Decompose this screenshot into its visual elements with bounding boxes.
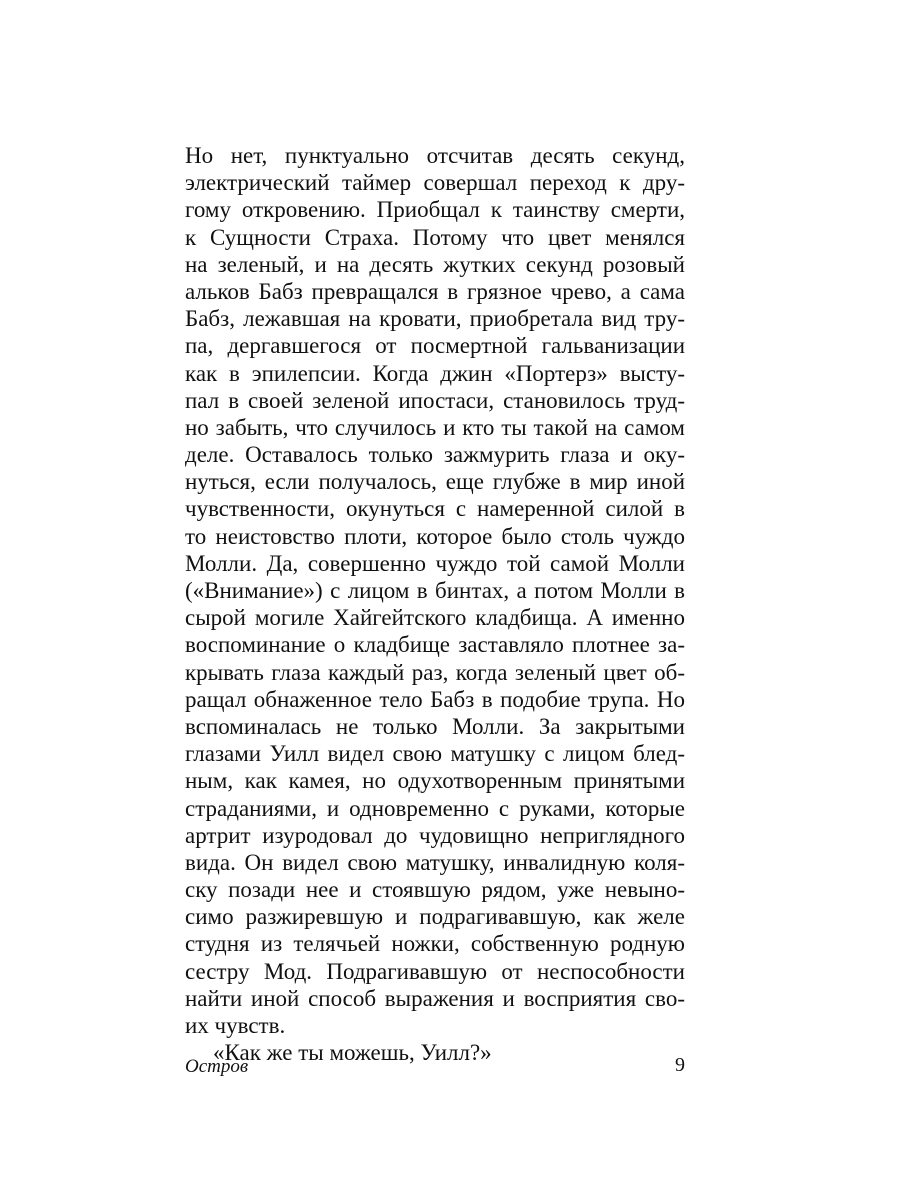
text-line: вида. Он видел свою матушку, инвалидную коля- [185, 849, 685, 875]
text-line: электрический таймер совершал переход к дру- [185, 170, 685, 196]
text-line: Бабз, лежавшая на кровати, приобретала вид тру- [185, 306, 685, 332]
text-line: па, дергавшегося от посмертной гальванизации [185, 333, 685, 359]
text-line: крывать глаза каждый раз, когда зеленый цвет об- [185, 659, 685, 685]
text-line: ску позади нее и стоявшую рядом, уже невыно- [185, 877, 685, 903]
text-line: то неистовство плоти, которое было столь чуждо [185, 523, 685, 549]
page-number: 9 [675, 1054, 685, 1076]
text-line: сырой могиле Хайгейтского кладбища. А именно [185, 605, 685, 631]
text-line: Но нет, пунктуально отсчитав десять секунд, [185, 143, 685, 168]
body-text [185, 142, 685, 1066]
text-line: деле. Оставалось только зажмурить глаза и оку- [185, 442, 685, 468]
text-line: артрит изуродовал до чудовищно неприглядного [185, 822, 685, 848]
text-line: ращал обнаженное тело Бабз в подобие трупа. Но [185, 686, 685, 712]
text-line: пал в своей зеленой ипостаси, становилось труд- [185, 387, 685, 413]
text-line: к Сущности Страха. Потому что цвет менялся [185, 224, 685, 250]
text-line: чувственности, окунуться с намеренной силой в [185, 496, 685, 522]
paragraph-last-line: их чувств. [185, 1013, 286, 1038]
text-line: на зеленый, и на десять жутких секунд розовый [185, 251, 685, 277]
text-line: воспоминание о кладбище заставляло плотнее за- [185, 632, 685, 658]
text-line: симо разжиревшую и подрагивавшую, как желе [185, 904, 685, 930]
text-line: Молли. Да, совершенно чуждо той самой Молли [185, 550, 685, 576]
running-title: Остров [185, 1056, 249, 1077]
text-line: как в эпилепсии. Когда джин «Портерз» высту- [185, 360, 685, 386]
text-line: но забыть, что случилось и кто ты такой на самом [185, 414, 685, 440]
text-line: вспоминалась не только Молли. За закрытыми [185, 713, 685, 739]
text-line: страданиями, и одновременно с руками, которые [185, 795, 685, 821]
text-line: («Внимание») с лицом в бинтах, а потом Молли в [185, 578, 685, 603]
text-line: найти иной способ выражения и восприятия сво- [185, 985, 685, 1011]
dialogue-line: «Как же ты можешь, Уилл?» [213, 1040, 492, 1066]
text-line: нуться, если получалось, еще глубже в мир иной [185, 469, 685, 495]
text-line: ным, как камея, но одухотворенным принятыми [185, 768, 685, 794]
text-line: гому откровению. Приобщал к таинству смерти, [185, 197, 685, 223]
text-line: глазами Уилл видел свою матушку с лицом блед- [185, 741, 685, 767]
text-line: сестру Мод. Подрагивавшую от неспособности [185, 958, 685, 984]
text-line: альков Бабз превращался в грязное чрево, а сама [185, 278, 685, 304]
text-line: студня из телячьей ножки, собственную родную [185, 931, 685, 957]
